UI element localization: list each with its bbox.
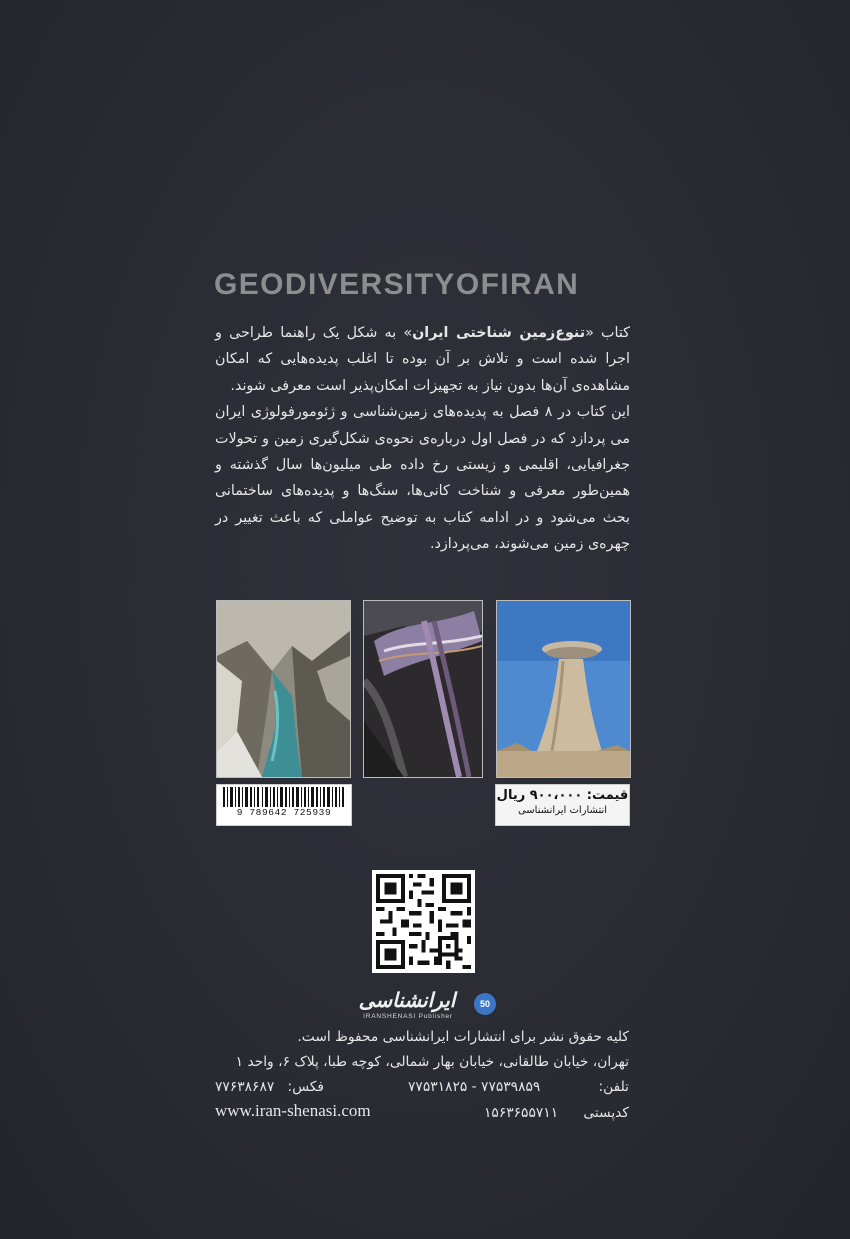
- book-title-fa: تنوع‌زمین شناختی ایران: [412, 325, 586, 341]
- phone-label: تلفن:: [598, 1079, 629, 1095]
- publisher-logo-english: IRANSHENASI Publisher: [363, 1013, 453, 1020]
- postal-code: ۱۵۶۳۶۵۵۷۱۱: [484, 1105, 559, 1121]
- price-publisher: انتشارات ایرانشناسی: [517, 805, 608, 816]
- description-paragraph-2: این کتاب در ۸ فصل به پدیده‌های زمین‌شناسی و ژئومورفولوژی ایران می پردازد که در فصل اول درباره‌ی نحوه‌ی شکل‌گیری زمین و تحولات جغرافیایی، اقلیمی و زیستی رخ داده طی میلیون‌ها سال گذشته و همین‌طور معرفی و شناخت کانی‌ها، سنگ‌ها و پدیده‌های ساختمانی بحث می‌شود و در ادامه کتاب به توضیح عواملی که باعث تغییر در چهره‌ی زمین می‌شوند، می‌پردازد.: [215, 404, 630, 553]
- isbn-number: 9 789642 725939: [220, 807, 348, 818]
- phone-numbers: ۷۷۵۳۱۸۲۵ - ۷۷۵۳۹۸۵۹: [408, 1079, 541, 1095]
- book-description: [215, 320, 630, 558]
- fax-label: فکس:: [287, 1079, 324, 1095]
- hoodoo-rock-photo: [496, 600, 631, 778]
- price-sticker: [495, 784, 630, 826]
- website-link[interactable]: www.iran-shenasi.com: [215, 1101, 371, 1120]
- isbn-barcode: [216, 784, 352, 826]
- publisher-logo-text: ایرانشناسی: [358, 988, 456, 1012]
- english-title: GEODIVERSITYOFIRAN: [214, 268, 580, 301]
- description-paragraph-1: کتاب «تنوع‌زمین شناختی ایران» به شکل یک راهنما طراحی و اجرا شده است و تلاش بر آن بوده تا اغلب پدیده‌هایی که امکان مشاهده‌ی آن‌ها بدون نیاز به تجهیزات امکان‌پذیر است معرفی شوند.: [215, 325, 630, 394]
- price-label: قیمت: ۹۰۰،۰۰۰ ریال: [496, 788, 629, 803]
- qr-code[interactable]: [372, 870, 475, 973]
- copyright-notice: کلیه حقوق نشر برای انتشارات ایرانشناسی محفوظ است.: [297, 1029, 629, 1045]
- canyon-photo: [216, 600, 351, 778]
- rock-strata-photo: [363, 600, 483, 778]
- anniversary-badge-icon: 50: [474, 993, 496, 1015]
- fax-number: ۷۷۶۳۸۶۸۷: [215, 1079, 275, 1095]
- postal-label: کدپستی: [583, 1105, 629, 1121]
- publisher-address: تهران، خیابان طالقانی، خیابان بهار شمالی، کوچه طبا، پلاک ۶، واحد ۱: [235, 1054, 629, 1070]
